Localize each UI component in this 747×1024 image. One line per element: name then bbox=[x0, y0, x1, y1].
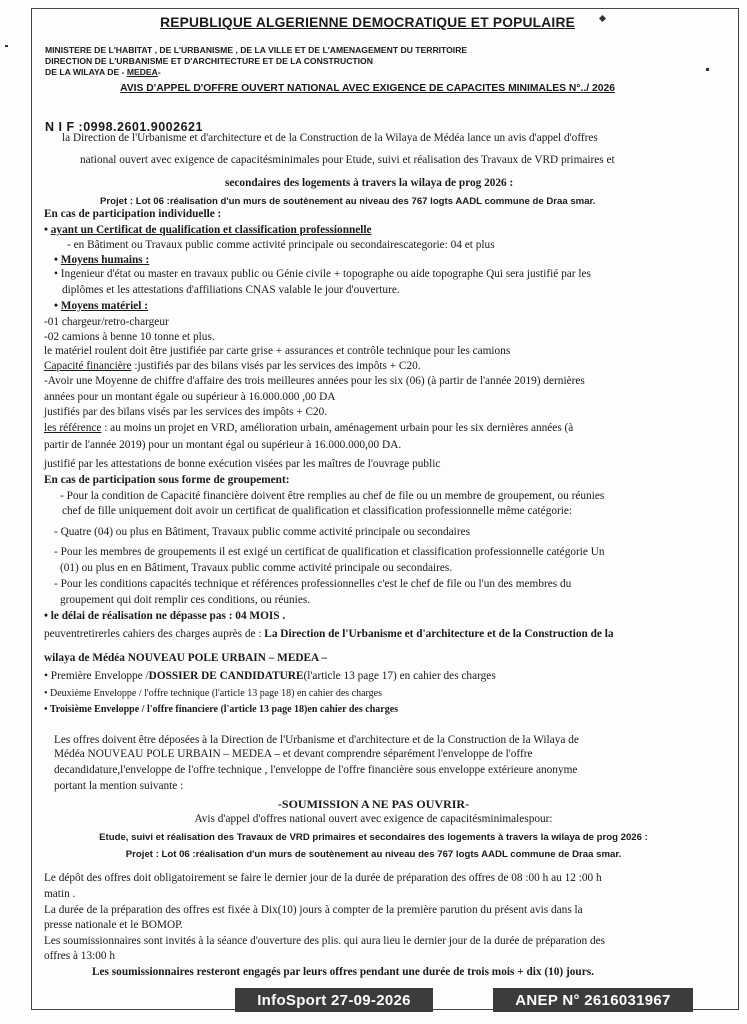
material-line: le matériel roulent doit être justifiée par carte grise + assurances et contrôle technique pour les camions bbox=[44, 345, 511, 357]
group-line: - Pour les conditions capacités technique et références professionnelles c'est le chef de file ou l'un des membres du bbox=[54, 578, 572, 590]
material-line: -01 chargeur/retro-chargeur bbox=[44, 316, 169, 328]
human-line: diplômes et les attestations d'affiliations CNAS valable le jour d'ouverture. bbox=[62, 284, 400, 296]
human-heading: • Moyens humains : bbox=[54, 254, 150, 266]
deposit-line: Médéa NOUVEAU POLE URBAIN – MEDEA – et devant comprendre séparément l'enveloppe de l'offre bbox=[54, 748, 533, 760]
projet-line: Projet : Lot 06 :réalisation d'un murs de soutènement au niveau des 767 logts AADL commune de Draa smar. bbox=[100, 196, 596, 207]
closing-line: Les soumissionnaires resteront engagés par leurs offres pendant une durée de trois mois + dix (10) jours. bbox=[92, 966, 594, 978]
finance-line: -Avoir une Moyenne de chiffre d'affaire des trois meilleures années pour les six (06) (à partir de l'année 2019) dernières bbox=[44, 375, 585, 387]
finance-line: Capacité financière :justifiés par des bilans visés par les services des impôts + C20. bbox=[44, 360, 421, 372]
group-line: (01) ou plus en en Bâtiment, Travaux public comme activité principale ou secondaires. bbox=[60, 562, 453, 574]
closing-line: Les soumissionnaires sont invités à la séance d'ouverture des plis. qui aura lieu le dernier jour de la durée de préparation des bbox=[44, 935, 606, 947]
individual-heading: En cas de participation individuelle : bbox=[44, 208, 222, 220]
envelope-item: • Troisième Enveloppe / l'offre financiere (l'article 13 page 18)en cahier des charges bbox=[44, 704, 399, 715]
infosport-stamp: InfoSport 27-09-2026 bbox=[235, 988, 433, 1012]
soumission-line: Avis d'appel d'offres national ouvert avec exigence de capacitésminimalespour: bbox=[194, 813, 553, 825]
intro-line: secondaires des logements à travers la wilaya de prog 2026 : bbox=[225, 177, 514, 189]
group-line: chef de fille uniquement doit avoir un certificat de qualification et classification professionnelle même catégorie: bbox=[62, 505, 573, 517]
deposit-line: decandidature,l'enveloppe de l'offre technique , l'enveloppe de l'offre financière sous enveloppe extérieure anonyme bbox=[54, 764, 578, 776]
soumission-etude: Etude, suivi et réalisation des Travaux de VRD primaires et secondaires des logements à travers la wilaya de prog 2026 : bbox=[99, 832, 648, 843]
retrieval-line: peuventretirerles cahiers des charges auprès de : La Direction de l'Urbanisme et d'architecture et de la Construction de la bbox=[44, 628, 614, 640]
scan-mark bbox=[5, 45, 8, 47]
envelope-item: • Première Enveloppe /DOSSIER DE CANDIDATURE(l'article 13 page 17) en cahier des charges bbox=[44, 670, 496, 682]
closing-line: matin . bbox=[44, 888, 76, 900]
deposit-line: portant la mention suivante : bbox=[54, 780, 184, 792]
ministry-line: MINISTERE DE L'HABITAT , DE L'URBANISME , DE LA VILLE ET DE L'AMENAGEMENT DU TERRITOIRE bbox=[45, 45, 468, 55]
deposit-line: Les offres doivent être déposées à la Direction de l'Urbanisme et d'architecture et de la Construction de la Wilaya de bbox=[54, 734, 579, 746]
retrieval-line: wilaya de Médéa NOUVEAU POLE URBAIN – MEDEA – bbox=[44, 652, 328, 664]
cert-heading: • ayant un Certificat de qualification et classification professionnelle bbox=[44, 224, 372, 236]
group-line: - Quatre (04) ou plus en Bâtiment, Travaux public comme activité principale ou secondaires bbox=[54, 526, 470, 538]
delay-line: • le délai de réalisation ne dépasse pas : 04 MOIS . bbox=[44, 610, 286, 622]
finance-line: justifiés par des bilans visés par les services des impôts + C20. bbox=[44, 406, 328, 418]
closing-line: presse nationale et le BOMOP. bbox=[44, 919, 183, 931]
cert-detail: - en Bâtiment ou Travaux public comme activité principale ou secondairescategorie: 04 et plus bbox=[67, 239, 495, 251]
reference-line: partir de l'année 2019) pour un montant égal ou supérieur à 16.000.000,00 DA. bbox=[44, 439, 402, 451]
group-line: - Pour les membres de groupements il est exigé un certificat de qualification et classification professionnelle catégorie Un bbox=[54, 546, 605, 558]
direction-line: DIRECTION DE L'URBANISME ET D'ARCHITECTURE ET DE LA CONSTRUCTION bbox=[45, 56, 373, 66]
human-line: • Ingenieur d'état ou master en travaux public ou Génie civile + topographe ou aide topographe Qui sera justifié par les bbox=[54, 268, 591, 280]
anep-stamp: ANEP N° 2616031967 bbox=[493, 988, 693, 1012]
soumission-title: -SOUMISSION A NE PAS OUVRIR- bbox=[277, 797, 470, 811]
nif-number: N I F :0998.2601.9002621 bbox=[45, 120, 203, 134]
material-line: -02 camions à benne 10 tonne et plus. bbox=[44, 331, 215, 343]
reference-line: justifié par les attestations de bonne exécution visées par les maîtres de l'ouvrage public bbox=[44, 458, 441, 470]
reference-line: les référence : au moins un projet en VRD, amélioration urbain, aménagement urbain pour les six dernières années (à bbox=[44, 422, 574, 434]
avis-title: AVIS D'APPEL D'OFFRE OUVERT NATIONAL AVEC EXIGENCE DE CAPACITES MINIMALES N°../ 2026 bbox=[120, 82, 615, 94]
group-line: - Pour la condition de Capacité financière doivent être remplies au chef de file ou un membre de groupement, ou réunies bbox=[60, 490, 605, 502]
document-header-title: REPUBLIQUE ALGERIENNE DEMOCRATIQUE ET POPULAIRE bbox=[160, 14, 575, 30]
soumission-projet: Projet : Lot 06 :réalisation d'un murs de soutènement au niveau des 767 logts AADL commune de Draa smar. bbox=[125, 849, 622, 860]
scan-mark bbox=[706, 68, 709, 71]
material-heading: • Moyens matériel : bbox=[54, 300, 148, 312]
closing-line: offres à 13:00 h bbox=[44, 950, 116, 962]
finance-line: années pour un montant égale ou supérieur à 16.000.000 ,00 DA bbox=[44, 391, 336, 403]
group-line: groupement qui doit remplir ces conditions, ou réunies. bbox=[60, 594, 311, 606]
intro-line: la Direction de l'Urbanisme et d'architecture et de la Construction de la Wilaya de Médéa lance un avis d'appel d'offres bbox=[62, 132, 598, 144]
intro-line: national ouvert avec exigence de capacitésminimales pour Etude, suivi et réalisation des Travaux de VRD primaires et bbox=[80, 154, 615, 166]
wilaya-name: MEDEA bbox=[126, 67, 158, 77]
wilaya-line: DE LA WILAYA DE - MEDEA- bbox=[45, 67, 161, 77]
closing-line: Le dépôt des offres doit obligatoirement se faire le dernier jour de la durée de préparation des offres de 08 :00 h au 12 :00 h bbox=[44, 872, 602, 884]
closing-line: La durée de la préparation des offres est fixée à Dix(10) jours à compter de la première parution du présent avis dans la bbox=[44, 904, 583, 916]
group-heading: En cas de participation sous forme de groupement: bbox=[44, 474, 290, 486]
envelope-item: • Deuxième Enveloppe / l'offre technique (l'article 13 page 18) en cahier des charges bbox=[44, 688, 383, 699]
